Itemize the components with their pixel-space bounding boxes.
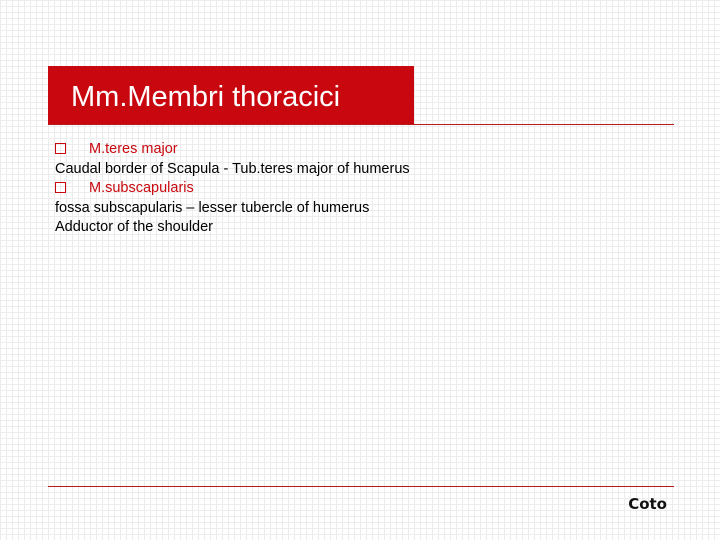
title-banner [48,66,414,124]
hollow-square-bullet-icon [55,143,66,154]
title-divider [48,124,674,125]
bullet-item [55,179,410,199]
body-text-line: fossa subscapularis – lesser tubercle of humerus [55,199,370,216]
bullet-item-text: M.subscapularis [89,180,194,196]
body-text-line: Adductor of the shoulder [55,219,213,235]
body-text-line: Caudal border of Scapula - Tub.teres major of humerus [55,160,410,177]
bullet-item [55,140,410,160]
footer-divider [48,486,674,487]
hollow-square-bullet-icon [55,182,66,193]
slide-title: Mm.Membri thoracici [71,81,341,113]
bullet-item-text: M.teres major [89,141,178,157]
footer-label: Coto [628,495,667,513]
slide-body [55,140,410,238]
